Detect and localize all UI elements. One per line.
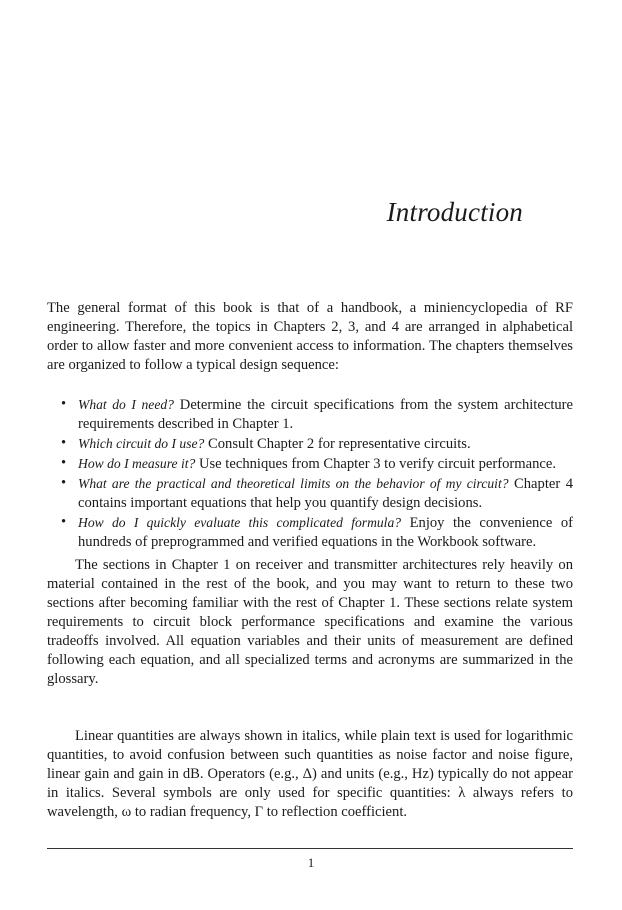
list-item bbox=[61, 395, 573, 434]
list-item bbox=[61, 513, 573, 552]
chapter-title: Introduction bbox=[386, 197, 523, 227]
list-item-text: Consult Chapter 2 for representative circuits. bbox=[204, 436, 471, 452]
intro-paragraph: The general format of this book is that of a handbook, a miniencyclopedia of RF engineering. Therefore, the topics in Chapters 2, 3, and 4 are arranged in alphabetical order to allow faster and more convenient access to information. The chapters themselves are organized to follow a typical design sequence: bbox=[47, 300, 573, 373]
bullet-marker: • bbox=[61, 396, 67, 412]
list-item bbox=[61, 474, 573, 513]
bullet-marker: • bbox=[61, 435, 67, 451]
list-item-question: How do I measure it? bbox=[78, 456, 196, 471]
list-item-text: Determine the circuit specifications from the system architecture requirements described in Chapter 1. bbox=[78, 397, 574, 432]
bullet-marker: • bbox=[61, 514, 67, 530]
body-paragraph: Linear quantities are always shown in italics, while plain text is used for logarithmic quantities, to avoid confusion between such quantities as noise factor and noise figure, linear gain and gain in dB. Operators (e.g., Δ) and units (e.g., Hz) typically do not appear in italics. Several symbols are only used for specific quantities: λ always refers to wavelength, ω to radian frequency, Γ to reflection coefficient. bbox=[47, 728, 573, 820]
list-item bbox=[61, 454, 573, 474]
list-item-text: Use techniques from Chapter 3 to verify circuit performance. bbox=[195, 456, 556, 472]
list-item-question: Which circuit do I use? bbox=[78, 436, 205, 451]
footer-rule bbox=[47, 848, 573, 849]
list-item bbox=[61, 434, 573, 454]
page-number: 1 bbox=[307, 855, 315, 870]
list-item-question: How do I quickly evaluate this complicated formula? bbox=[78, 515, 402, 530]
list-item-text: Enjoy the convenience of hundreds of preprogrammed and verified equations in the Workbook software. bbox=[78, 515, 573, 550]
body-paragraph: The sections in Chapter 1 on receiver and transmitter architectures rely heavily on material contained in the rest of the book, and you may want to return to these two sections after becoming familiar with the rest of Chapter 1. These sections relate system requirements to circuit block performance specifications and examine the various tradeoffs involved. All equation variables and their units of measurement are defined following each equation, and all specialized terms and acronyms are summarized in the glossary. bbox=[47, 557, 573, 687]
list-item-text: Chapter 4 contains important equations that help you quantify design decisions. bbox=[78, 476, 573, 511]
list-item-question: What are the practical and theoretical limits on the behavior of my circuit? bbox=[78, 476, 509, 491]
list-item-question: What do I need? bbox=[78, 397, 174, 412]
design-sequence-list bbox=[61, 395, 573, 552]
bullet-marker: • bbox=[61, 475, 67, 491]
bullet-marker: • bbox=[61, 455, 67, 471]
